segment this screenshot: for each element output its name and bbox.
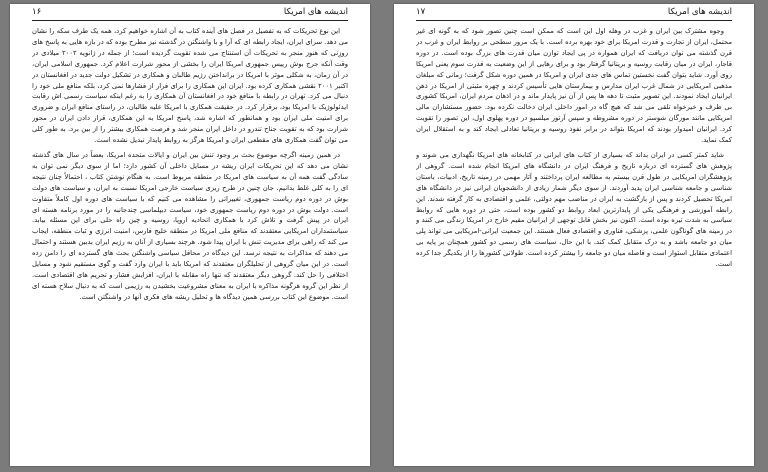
left-paragraph-2: در همین زمینه اگرچه موضوع بحث بر وجود تنش بین ایران و ایالات متحده امریکا، بعضاً در سال های گذشته نشان می دهد که این تحریکات ایران ریشه در مسایل داخلی آن کشور دارد؛ اما از سوی دیگر نمی توان به سادگی گفت همه آن به سیاست های امریکا در منطقه مربوط است. به هنگام نوشتن کتاب ، احتمالاً چنان نتیجه ای را به کلی غلط بدانیم. جان چنین در طرح ریزی سیاست خارجی امریکا نسبت به ایران، و سیاست های دولت بوش در دوره دوم ریاست جمهوری، تغییراتی را مشاهده می کنیم که با سیاست های دوره اول کاملاً متفاوت است. دولت بوش در دوره دوم ریاست جمهوری خود، سیاست دیپلماسی چندجانبه را در مورد برنامه هسته ای ایران در پیش گرفت و تلاش کرد با همکاری اتحادیه اروپا، روسیه و چین راه حلی برای این مسئله بیابد. سیاستمداران امریکایی معتقدند که منافع ملی امریکا در منطقه خلیج فارس، امنیت انرژی و ثبات منطقه، ایجاب می کند که راهی برای مدیریت تنش با ایران پیدا شود. هرچند بسیاری از آنان به رژیم ایران بدبین هستند و احتمال می دهند که مذاکرات به نتیجه نرسد. این دیدگاه در محافل سیاسی واشنگتن بحث های گسترده ای را دامن زده است. در این میان گروهی از تحلیلگران معتقدند که امریکا باید با ایران وارد گفت و گوی مستقیم شود و مسایل اختلافی را حل کند. گروهی دیگر معتقدند که تنها راه مقابله با ایران، افزایش فشار و تحریم های اقتصادی است. از نظر این گروه هرگونه مذاکره با ایران به معنای مشروعیت بخشیدن به رژیمی است که به دنبال سلاح هسته ای است. موضوع این کتاب بررسی همین دیدگاه ها و تحلیل ریشه های فکری آنها در واشنگتن است.: [32, 150, 348, 301]
left-page-number: ۱۶: [32, 7, 42, 17]
left-header-rule: [32, 20, 348, 21]
left-page: [10, 4, 370, 466]
right-header-rule: [416, 20, 732, 21]
right-body-text: [416, 26, 732, 458]
right-paragraph-1: وجوه مشترک بین ایران و غرب در وهله اول این است که ممکن است چنین تصور شود که به گونه ای غیر محتمل، ایران از تجارت و قدرت امریکا برای خود بهره برده است. با یک مرور سطحی بر روابط ایران و غرب در قرن گذشته می توان دریافت که ایران همواره در پی ایجاد توازن میان قدرت های بزرگ بوده است. در دوره قاجار، ایران در میان رقابت روسیه و بریتانیا گرفتار بود و برای رهایی از این وضعیت به قدرت سوم یعنی امریکا روی آورد. شاید بتوان گفت نخستین تماس های جدی ایران و امریکا در همین دوره شکل گرفت؛ زمانی که مبلغان مذهبی امریکایی در شمال غرب ایران مدارس و بیمارستان هایی تأسیس کردند و چهره مثبتی از امریکا در ذهن ایرانیان ایجاد نمودند. این تصویر مثبت تا دهه ها پس از آن نیز پایدار ماند و در اذهان مردم ایران، امریکا کشوری بی طرف و خیرخواه تلقی می شد که هیچ گاه در امور داخلی ایران دخالت نکرده بود. حضور مستشاران مالی امریکایی مانند مورگان شوستر در دوره مشروطه و سپس آرتور میلسپو در دوره پهلوی اول، این تصور را تقویت کرد. ایرانیان امیدوار بودند که امریکا بتواند در برابر نفوذ روسیه و بریتانیا تعادلی ایجاد کند و به استقلال ایران کمک نماید.: [416, 27, 732, 145]
right-header-title: اندیشه های امریکا: [667, 7, 732, 17]
left-body-text: [32, 26, 348, 458]
right-page-number: ۱۷: [416, 7, 426, 17]
right-paragraph-2: شاید کمتر کسی در ایران بداند که بسیاری از کتاب های ایرانی در کتابخانه های امریکا نگهداری می شوند و پژوهش های گسترده ای درباره تاریخ و فرهنگ ایران در دانشگاه های امریکا انجام شده است. گروهی از پژوهشگران امریکایی در طول قرن بیستم به مطالعه ایران پرداختند و آثار مهمی در زمینه تاریخ، ادبیات، باستان شناسی و جامعه شناسی ایران پدید آوردند. از سوی دیگر شمار زیادی از دانشجویان ایرانی نیز در دانشگاه های امریکا تحصیل کردند و پس از بازگشت به ایران در مناصب مهم دولتی، علمی و اقتصادی به کار گرفته شدند. این رابطه آموزشی و فرهنگی یکی از پایدارترین ابعاد روابط دو کشور بوده است، حتی در دوره هایی که روابط سیاسی به شدت تیره بوده است. اکنون نیز بخش قابل توجهی از ایرانیان مقیم خارج در امریکا زندگی می کنند و در زمینه های گوناگون علمی، پزشکی، فناوری و اقتصادی فعال هستند. این جمعیت ایرانی-امریکایی می تواند پلی میان دو جامعه باشد و به درک متقابل کمک کند. با این حال، سیاست های رسمی دو کشور همچنان بر پایه بی اعتمادی متقابل استوار است و فاصله میان دو جامعه را بیشتر کرده است. طولانی کشورها را از یکدیگر جدا کرده است.: [416, 150, 732, 269]
left-header-title: اندیشه های امریکا: [283, 7, 348, 17]
left-running-header: [32, 7, 348, 21]
left-paragraph-1: این نوع تحریکات که به تفصیل در فصل های آینده کتاب به آن اشاره خواهیم کرد، همه یک طرف سکه را نشان می دهد. سرای ایران، ایجاد رابطه ای که آرا و با واشنگتن در گذشته نیز مطرح بوده که در بازه هایی به پاسخ های روزِنی که هنوز منجر به تحریکات آن استنتاج می شده تقویت گردیده است؛ از جمله در ژانویه ۲۰۰۲ میلادی در وقت آنکه جرج بوش رییس جمهوری امریکا ایران را بخشی از محور شرارت اعلام کرد. جمهوری اسلامی ایران، در آن زمان، به شکلی موثر با امریکا در برانداختن رژیم طالبان و همکاری در تشکیل دولت جدید در افغانستان در اکتبر ۲۰۰۱ نقشی همکاری کرده بود. ایران این همکاری را برای فرار از فشارها نمی کرد، بلکه منافع ملی خود را دنبال می کرد. تهران در رابطه با منافع خود در افغانستان آن همکاری را به رغم اینکه سیاست رسمی اش رقابت ایدئولوژیک با امریکا بود، برقرار کرد. در حقیقت همکاری با امریکا علیه طالبان، در راستای منافع ایران و ضروری برای امنیت ملی ایران بود و همانطور که اشاره شد، پاسخ امریکا به این همکاری، قرار دادن ایران در محور شرارت بود که به تقویت جناح تندرو در داخل ایران منجر شد و فرصت همکاری بیشتر را از بین برد. به طور کلی می توان گفت همکاری های مقطعی ایران و امریکا هرگز به روابط پایدار تبدیل نشده است.: [32, 27, 348, 145]
right-page: [394, 4, 754, 466]
right-running-header: [416, 7, 732, 21]
